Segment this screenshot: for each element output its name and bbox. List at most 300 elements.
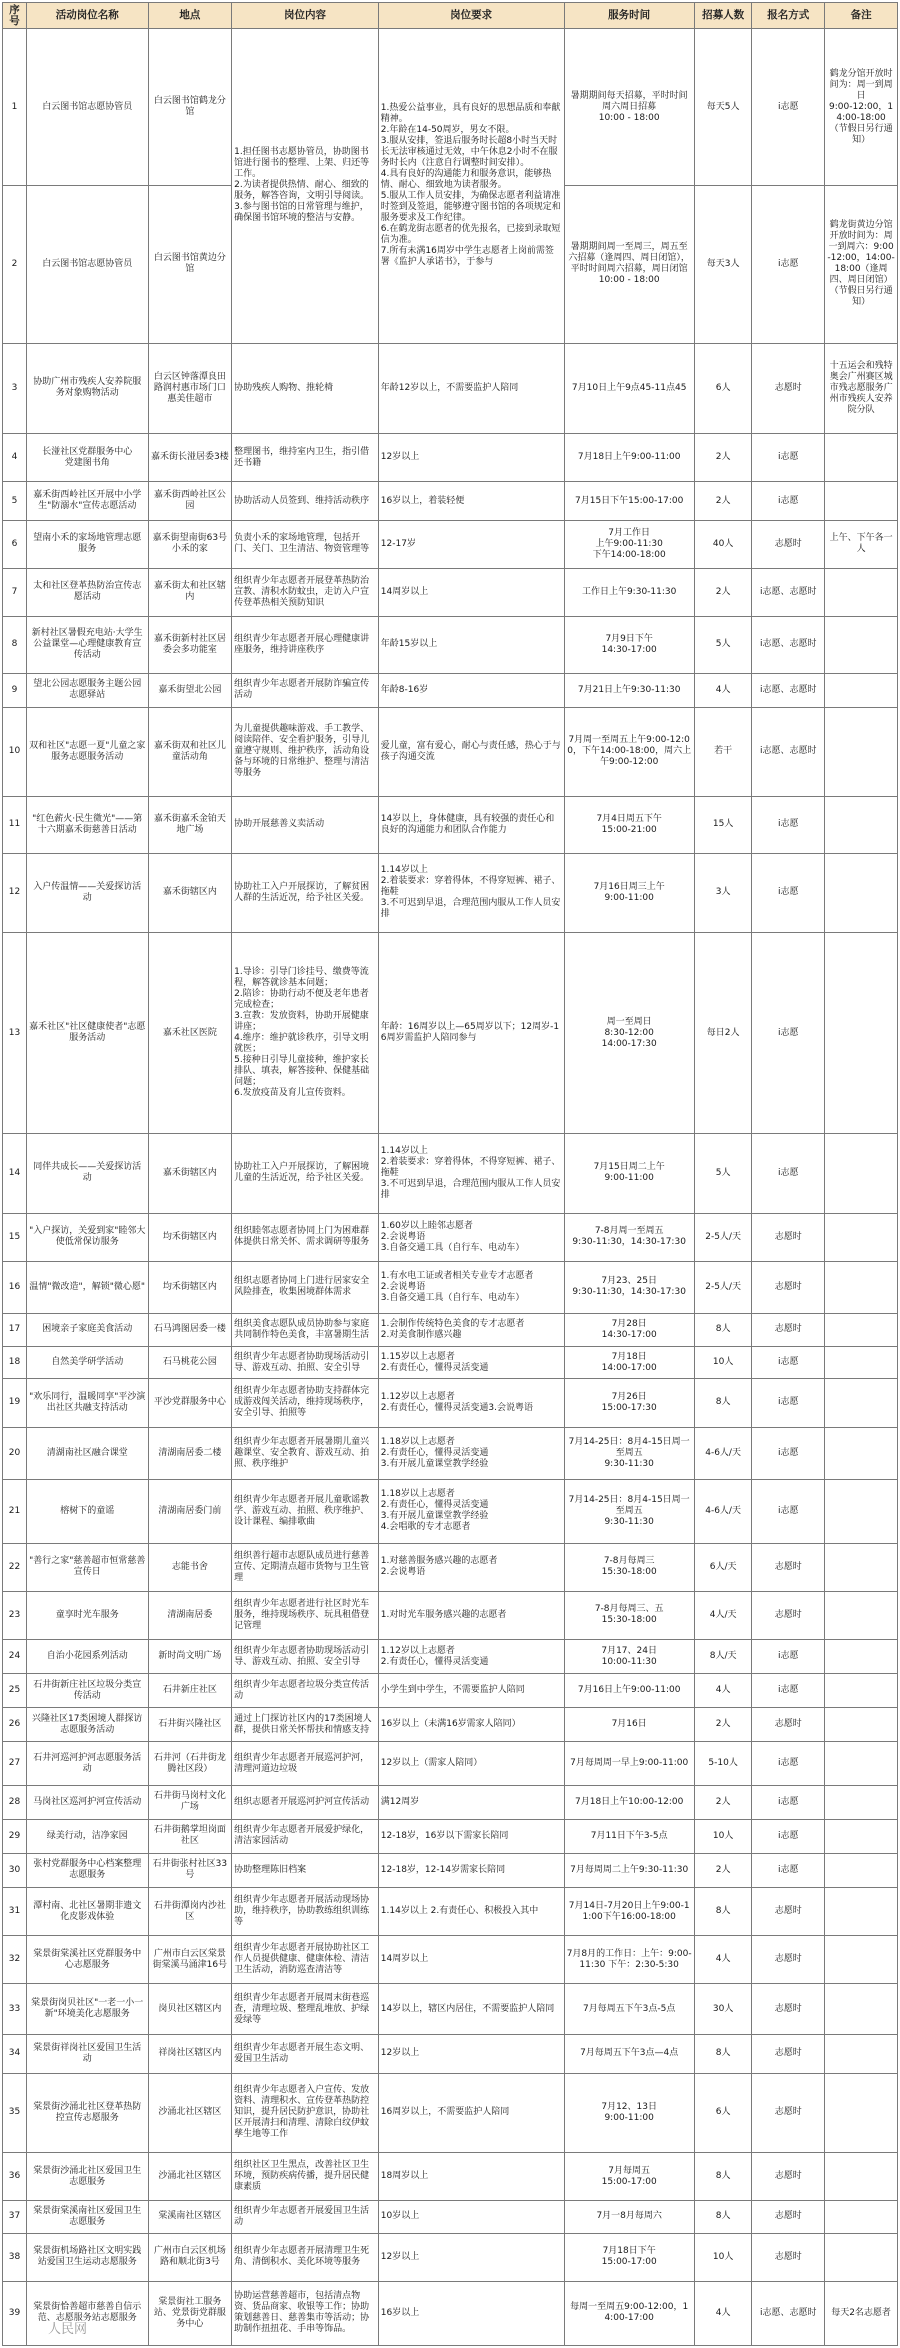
cell-location: 均禾街辖区内: [148, 1213, 232, 1261]
cell-signup: i志愿、志愿时: [752, 568, 825, 616]
cell-service-time: 7月8月的工作日：上午：9:00-11:30 下午：2:30-5:30: [564, 1936, 694, 1984]
cell-remarks: [825, 707, 898, 796]
cell-signup: 志愿时: [752, 1591, 825, 1639]
table-row: [3, 1853, 898, 1887]
cell-service-time: 7月16日上午9:00-11:00: [564, 1674, 694, 1708]
cell-signup: 志愿时: [752, 1213, 825, 1261]
cell-signup: i志愿、志愿时: [752, 707, 825, 796]
cell-requirements: 1.15岁以上志愿者 2.有责任心，懂得灵活变通: [378, 1346, 564, 1379]
cell-headcount: 10人: [694, 2233, 752, 2281]
cell-remarks: [825, 853, 898, 932]
cell-location: 嘉禾街长湴居委3楼: [148, 434, 232, 482]
cell-signup: 志愿时: [752, 1261, 825, 1313]
cell-position: 自治小花园系列活动: [26, 1640, 148, 1674]
cell-remarks: [825, 673, 898, 707]
cell-signup: 志愿时: [752, 2073, 825, 2152]
cell-seq: 37: [3, 2201, 27, 2234]
cell-headcount: 15人: [694, 796, 752, 853]
cell-seq: 30: [3, 1853, 27, 1887]
cell-seq: 16: [3, 1261, 27, 1313]
cell-position: "红色薪火·民生微光"——第十六期嘉禾街慈善日活动: [26, 796, 148, 853]
table-row: [3, 2073, 898, 2152]
cell-seq: 26: [3, 1708, 27, 1742]
cell-location: 祥岗社区辖区内: [148, 2035, 232, 2073]
cell-remarks: [825, 1314, 898, 1347]
cell-seq: 27: [3, 1742, 27, 1786]
table-row: [3, 1261, 898, 1313]
cell-signup: 志愿时: [752, 1543, 825, 1591]
cell-signup: i志愿: [752, 1853, 825, 1887]
header-seq: 序号: [3, 3, 27, 29]
cell-position: 同伴共成长——关爱探访活动: [26, 1134, 148, 1213]
cell-remarks: [825, 1984, 898, 2035]
cell-content: 整理图书，维持室内卫生，指引借还书籍: [232, 434, 379, 482]
cell-requirements: 1.12岁以上志愿者 2.有责任心，懂得灵活变通3.会说粤语: [378, 1379, 564, 1427]
cell-content: 1.担任图书志愿协管员，协助图书馆进行图书的整理、上架、归还等工作。 2.为读者提供热情、耐心、细致的服务，解答咨询，文明引导阅读。 3.参与图书馆的日常管理与维护，确保图书馆环境的整洁与安静。: [232, 29, 379, 344]
table-row: [3, 796, 898, 853]
cell-remarks: 每天2名志愿者: [825, 2281, 898, 2345]
cell-service-time: 7-8月每周三 15:30-18:00: [564, 1543, 694, 1591]
cell-content: 组织青少年志愿者入户宣传、发放资料、清理积水、宣传登革热防控知识，提升居民防护意识，协助社区开展清扫和清理、清除白纹伊蚊孳生地等工作: [232, 2073, 379, 2152]
cell-signup: i志愿: [752, 853, 825, 932]
cell-content: 组织青少年志愿者开展清理卫生死角、清倒积水、美化环境等服务: [232, 2233, 379, 2281]
table-row: [3, 2152, 898, 2200]
cell-service-time: 7月4日周五下午 15:00-21:00: [564, 796, 694, 853]
cell-headcount: 4人: [694, 1674, 752, 1708]
cell-headcount: 4人: [694, 2281, 752, 2345]
header-service-time: 服务时间: [564, 3, 694, 29]
table-row: [3, 673, 898, 707]
cell-seq: 1: [3, 29, 27, 186]
cell-service-time: 7月工作日 上午9:00-11:30 下午14:00-18:00: [564, 520, 694, 568]
cell-service-time: 7月11日下午3-5点: [564, 1819, 694, 1853]
cell-seq: 8: [3, 617, 27, 674]
table-row: [3, 1984, 898, 2035]
cell-remarks: 上午、下午各一人: [825, 520, 898, 568]
cell-requirements: 12-17岁: [378, 520, 564, 568]
table-row: [3, 482, 898, 520]
watermark-text: 人民网: [48, 2322, 88, 2337]
table-row: [3, 1379, 898, 1427]
cell-service-time: 7月9日下午 14:30-17:00: [564, 617, 694, 674]
cell-location: 均禾街辖区内: [148, 1261, 232, 1313]
cell-remarks: [825, 1479, 898, 1543]
cell-service-time: 7月14-25日：8月4-15日周一至周五 9:30-11:30: [564, 1479, 694, 1543]
header-content: 岗位内容: [232, 3, 379, 29]
cell-requirements: 12岁以上: [378, 434, 564, 482]
cell-headcount: 若干: [694, 707, 752, 796]
cell-signup: 志愿时: [752, 520, 825, 568]
cell-seq: 19: [3, 1379, 27, 1427]
cell-seq: 6: [3, 520, 27, 568]
cell-signup: i志愿: [752, 1674, 825, 1708]
cell-position: 潭村南、北社区暑期非遗文化皮影戏体验: [26, 1887, 148, 1935]
cell-requirements: 14岁以上，身体健康，具有较强的责任心和良好的沟通能力和团队合作能力: [378, 796, 564, 853]
cell-headcount: 10人: [694, 1819, 752, 1853]
cell-content: 协助整理陈旧档案: [232, 1853, 379, 1887]
cell-remarks: [825, 2201, 898, 2234]
cell-requirements: 12-18岁，16岁以下需家长陪同: [378, 1819, 564, 1853]
cell-content: 组织社区卫生黑点，改善社区卫生环境，预防疾病传播，提升居民健康素质: [232, 2152, 379, 2200]
cell-service-time: 7月每周五 15:00-17:00: [564, 2152, 694, 2200]
cell-seq: 17: [3, 1314, 27, 1347]
cell-content: 1.导诊：引导门诊挂号、缴费等流程，解答就诊基本问题； 2.陪诊：协助行动不便及老年患者完成检查； 3.宣教：发放资料，协助开展健康讲座； 4.维序：维护就诊秩序，引导文明就医； 5.接种日引导儿童接种，维护家长排队、填表，解答接种、保健基础问题； 6.发放疫苗及育儿宣传资料。: [232, 933, 379, 1134]
cell-headcount: 6人: [694, 343, 752, 434]
cell-service-time: 7月12、13日 9:00-11:00: [564, 2073, 694, 2152]
cell-signup: 志愿时: [752, 1984, 825, 2035]
cell-service-time: 工作日上午9:30-11:30: [564, 568, 694, 616]
cell-signup: i志愿: [752, 1379, 825, 1427]
cell-content: 组织青少年志愿者协助支持群体完成游戏闯关活动，维持现场秩序，安全引导、拍照等: [232, 1379, 379, 1427]
cell-requirements: 12岁以上（需家人陪同）: [378, 1742, 564, 1786]
table-row: [3, 1819, 898, 1853]
cell-content: 组织青少年志愿者垃圾分类宣传活动: [232, 1674, 379, 1708]
header-headcount: 招募人数: [694, 3, 752, 29]
cell-location: 白云图书馆鹤龙分馆: [148, 29, 232, 186]
cell-service-time: 周一至周日 8:30-12:00 14:00-17:30: [564, 933, 694, 1134]
cell-seq: 34: [3, 2035, 27, 2073]
cell-service-time: 7-8月每周三、五 15:30-18:00: [564, 1591, 694, 1639]
cell-position: 协助广州市残疾人安养院服务对象购物活动: [26, 343, 148, 434]
cell-remarks: [825, 482, 898, 520]
cell-content: 协助开展慈善义卖活动: [232, 796, 379, 853]
cell-remarks: [825, 2152, 898, 2200]
cell-headcount: 3人: [694, 853, 752, 932]
cell-signup: i志愿、志愿时: [752, 673, 825, 707]
cell-location: 广州市白云区机场路和顺北街3号: [148, 2233, 232, 2281]
cell-location: 石井街马岗村文化广场: [148, 1785, 232, 1819]
cell-headcount: 6人/天: [694, 1543, 752, 1591]
cell-position: 自然美学研学活动: [26, 1346, 148, 1379]
cell-remarks: 十五运会和残特奥会广州赛区城市残志愿服务广州市残疾人安养院分队: [825, 343, 898, 434]
cell-location: 沙涌北社区辖区: [148, 2152, 232, 2200]
cell-requirements: 爱儿童，富有爱心，耐心与责任感，热心于与孩子沟通交流: [378, 707, 564, 796]
cell-headcount: 2-5人/天: [694, 1261, 752, 1313]
cell-remarks: [825, 1853, 898, 1887]
cell-headcount: 8人: [694, 2035, 752, 2073]
cell-headcount: 4人: [694, 673, 752, 707]
cell-service-time: 7月14日-7月20日上午9:00-11:00下午16:00-18:00: [564, 1887, 694, 1935]
cell-location: 石井街潭岗内沙社区: [148, 1887, 232, 1935]
cell-content: 组织青少年志愿者协助现场活动引导、游戏互动、拍照、安全引导: [232, 1346, 379, 1379]
cell-position: 棠景街棠溪南社区爱国卫生志愿服务: [26, 2201, 148, 2234]
table-row: [3, 1134, 898, 1213]
cell-location: 嘉禾街望南街63号小禾的家: [148, 520, 232, 568]
cell-position: 嘉禾街西岭社区开展中小学生"防溺水"宣传志愿活动: [26, 482, 148, 520]
cell-position: 童享时光车服务: [26, 1591, 148, 1639]
table-row: [3, 707, 898, 796]
header-position: 活动岗位名称: [26, 3, 148, 29]
cell-content: 组织青少年志愿者开展儿童歌谣教学、游戏互动、拍照、秩序维护、设计课程、编排歌曲: [232, 1479, 379, 1543]
cell-location: 石马鸿图居委一楼: [148, 1314, 232, 1347]
cell-position: 棠景街棠溪社区党群服务中心志愿服务: [26, 1936, 148, 1984]
cell-position: 入户传温情——关爱探访活动: [26, 853, 148, 932]
cell-requirements: 1.14岁以上 2.着装要求：穿着得体，不得穿短裤、裙子、拖鞋 3.不可迟到早退，合理范围内服从工作人员安排: [378, 853, 564, 932]
cell-remarks: [825, 434, 898, 482]
cell-headcount: 每日2人: [694, 933, 752, 1134]
cell-service-time: 7月15日周二上午 9:00-11:00: [564, 1134, 694, 1213]
cell-service-time: 7月16日周三上午 9:00-11:00: [564, 853, 694, 932]
cell-headcount: 2人: [694, 568, 752, 616]
cell-requirements: 小学生到中学生，不需要监护人陪同: [378, 1674, 564, 1708]
cell-content: 组织青少年志愿者开展心理健康讲座服务，维持讲座秩序: [232, 617, 379, 674]
cell-location: 石井街张村社区33号: [148, 1853, 232, 1887]
cell-location: 石井街兴隆社区: [148, 1708, 232, 1742]
cell-service-time: 暑期期间周一至周三，周五至六招募（逢周四、周日闭馆），平时时间周六招募，周日闭馆 10:00 - 18:00: [564, 186, 694, 343]
cell-position: "善行之家"慈善超市恒常慈善宣传日: [26, 1543, 148, 1591]
cell-location: 嘉禾街辖区内: [148, 1134, 232, 1213]
cell-remarks: [825, 1591, 898, 1639]
cell-remarks: [825, 2233, 898, 2281]
cell-signup: 志愿时: [752, 1314, 825, 1347]
cell-remarks: [825, 1708, 898, 1742]
cell-location: 白云图书馆黄边分馆: [148, 186, 232, 343]
table-row: [3, 1591, 898, 1639]
cell-location: 白云区钟落潭良田路润村惠市场门口惠美佳超市: [148, 343, 232, 434]
cell-position: 棠景街岗贝社区"一老一小一新"环境美化志愿服务: [26, 1984, 148, 2035]
cell-seq: 25: [3, 1674, 27, 1708]
table-row: [3, 434, 898, 482]
cell-remarks: [825, 1213, 898, 1261]
cell-requirements: 12岁以上: [378, 2035, 564, 2073]
cell-requirements: 16岁以上: [378, 2281, 564, 2345]
cell-signup: i志愿、志愿时: [752, 617, 825, 674]
table-row: [3, 1887, 898, 1935]
cell-signup: i志愿: [752, 1134, 825, 1213]
cell-content: 组织青少年志愿者开展周末街巷巡查，清理垃圾、整理乱堆放、护绿爱绿等: [232, 1984, 379, 2035]
cell-seq: 3: [3, 343, 27, 434]
cell-signup: i志愿: [752, 29, 825, 186]
cell-headcount: 每天3人: [694, 186, 752, 343]
cell-remarks: [825, 1785, 898, 1819]
cell-position: 棠景街沙涌北社区爱国卫生志愿服务: [26, 2152, 148, 2200]
cell-seq: 35: [3, 2073, 27, 2152]
table-row: [3, 568, 898, 616]
cell-signup: i志愿: [752, 1427, 825, 1479]
cell-headcount: 8人: [694, 2201, 752, 2234]
cell-requirements: 1.对时光车服务感兴趣的志愿者: [378, 1591, 564, 1639]
cell-content: 组织青少年志愿者开展活动现场协助，维持秩序，协助教练组织训练等: [232, 1887, 379, 1935]
cell-content: 协助活动人员签到、维持活动秩序: [232, 482, 379, 520]
cell-seq: 28: [3, 1785, 27, 1819]
table-row: [3, 343, 898, 434]
cell-remarks: [825, 1261, 898, 1313]
cell-service-time: 7月23、25日 9:30-11:30，14:30-17:30: [564, 1261, 694, 1313]
cell-position: 绿美行动，洁净家园: [26, 1819, 148, 1853]
cell-position: 棠景街机场路社区文明实践站爱国卫生运动志愿服务: [26, 2233, 148, 2281]
cell-seq: 31: [3, 1887, 27, 1935]
cell-service-time: 7月每周五下午3点-5点: [564, 1984, 694, 2035]
cell-location: 清湖南居委: [148, 1591, 232, 1639]
cell-content: 组织青少年志愿者开展巡河护河，清理河道边垃圾: [232, 1742, 379, 1786]
cell-signup: 志愿时: [752, 2035, 825, 2073]
cell-requirements: 1.18岁以上志愿者 2.有责任心，懂得灵活变通 3.有开展儿童课堂教学经验 4.会唱歌的专才志愿者: [378, 1479, 564, 1543]
cell-position: 嘉禾社区"社区健康使者"志愿服务活动: [26, 933, 148, 1134]
cell-requirements: 18周岁以上: [378, 2152, 564, 2200]
cell-headcount: 8人: [694, 2152, 752, 2200]
cell-content: 组织青少年志愿者开展暑期儿童兴趣课堂、安全教育、游戏互动、拍照、秩序维护: [232, 1427, 379, 1479]
table-row: [3, 1543, 898, 1591]
cell-seq: 5: [3, 482, 27, 520]
cell-position: 清湖南社区融合课堂: [26, 1427, 148, 1479]
cell-signup: 志愿时: [752, 1887, 825, 1935]
cell-requirements: 14岁以上，辖区内居住，不需要监护人陪同: [378, 1984, 564, 2035]
cell-position: 双和社区"志愿一夏"儿童之家服务志愿服务活动: [26, 707, 148, 796]
cell-seq: 14: [3, 1134, 27, 1213]
cell-remarks: [825, 1134, 898, 1213]
cell-requirements: 16岁以上，着装轻便: [378, 482, 564, 520]
cell-seq: 7: [3, 568, 27, 616]
cell-signup: i志愿: [752, 186, 825, 343]
cell-requirements: 12-18岁，12-14岁需家长陪同: [378, 1853, 564, 1887]
cell-requirements: 1.60岁以上睦邻志愿者 2.会说粤语 3.自备交通工具（自行车、电动车）: [378, 1213, 564, 1261]
cell-position: 白云图书馆志愿协管员: [26, 186, 148, 343]
cell-location: 广州市白云区棠景街棠溪马涌津16号: [148, 1936, 232, 1984]
cell-position: 长湴社区党群服务中心 党建图书角: [26, 434, 148, 482]
cell-service-time: 7月一8月每周六: [564, 2201, 694, 2234]
cell-requirements: 年龄15岁以上: [378, 617, 564, 674]
cell-requirements: 年龄12岁以上，不需要监护人陪同: [378, 343, 564, 434]
cell-headcount: 2人: [694, 1853, 752, 1887]
cell-requirements: 满12周岁: [378, 1785, 564, 1819]
cell-headcount: 2人: [694, 1708, 752, 1742]
cell-signup: i志愿: [752, 1479, 825, 1543]
cell-position: 马岗社区巡河护河宣传活动: [26, 1785, 148, 1819]
cell-location: 石井河（石井街龙腾社区段）: [148, 1742, 232, 1786]
cell-signup: i志愿: [752, 796, 825, 853]
cell-seq: 13: [3, 933, 27, 1134]
cell-seq: 38: [3, 2233, 27, 2281]
table-row: [3, 1640, 898, 1674]
cell-position: 新村社区暑假充电站·大学生公益课堂—心理健康教育宣传活动: [26, 617, 148, 674]
cell-content: 通过上门探访社区内的17类困境人群，提供日常关怀帮扶和情感支持: [232, 1708, 379, 1742]
cell-content: 组织志愿者开展巡河护河宣传活动: [232, 1785, 379, 1819]
cell-service-time: 每周一至周五9:00-12:00，14:00-17:00: [564, 2281, 694, 2345]
cell-service-time: 7月18日上午10:00-12:00: [564, 1785, 694, 1819]
table-row: [3, 520, 898, 568]
cell-content: 组织青少年志愿者开展协助社区工作人员提供健康、健康体检、清洁卫生活动，消防巡查清洁等: [232, 1936, 379, 1984]
cell-position: 棠景街恰善超市慈善自信示范、志愿服务站志愿服务: [26, 2281, 148, 2345]
cell-remarks: [825, 1887, 898, 1935]
cell-content: 负责小禾的家场地管理，包括开门、关门、卫生清洁、物资管理等: [232, 520, 379, 568]
cell-position: 张村党群服务中心档案整理志愿服务: [26, 1853, 148, 1887]
cell-requirements: 1.18岁以上志愿者 2.有责任心，懂得灵活变通 3.有开展儿童课堂教学经验: [378, 1427, 564, 1479]
cell-service-time: 7月28日 14:30-17:00: [564, 1314, 694, 1347]
volunteer-positions-table: [2, 2, 898, 2346]
cell-location: 清湖南居委门前: [148, 1479, 232, 1543]
cell-service-time: 7月16日: [564, 1708, 694, 1742]
cell-content: 协助社工入户开展探访，了解贫困人群的生活近况，给予社区关爱。: [232, 853, 379, 932]
cell-signup: i志愿: [752, 1346, 825, 1379]
cell-seq: 23: [3, 1591, 27, 1639]
cell-service-time: 7月每周五下午3点—4点: [564, 2035, 694, 2073]
cell-seq: 21: [3, 1479, 27, 1543]
cell-headcount: 2-5人/天: [694, 1213, 752, 1261]
cell-remarks: [825, 1379, 898, 1427]
cell-signup: 志愿时: [752, 2201, 825, 2234]
cell-headcount: 5人: [694, 617, 752, 674]
table-row: [3, 1785, 898, 1819]
table-row: [3, 853, 898, 932]
cell-signup: i志愿: [752, 1819, 825, 1853]
cell-signup: 志愿时: [752, 1936, 825, 1984]
cell-location: 嘉禾街新村社区居委会多功能室: [148, 617, 232, 674]
cell-service-time: 7月18日上午9:00-11:00: [564, 434, 694, 482]
cell-requirements: 16岁以上（未满16岁需家人陪同）: [378, 1708, 564, 1742]
cell-location: 嘉禾街嘉禾金铂天地广场: [148, 796, 232, 853]
cell-location: 嘉禾社区医院: [148, 933, 232, 1134]
cell-headcount: 8人: [694, 1314, 752, 1347]
cell-signup: 志愿时: [752, 343, 825, 434]
table-row: [3, 2281, 898, 2345]
cell-seq: 9: [3, 673, 27, 707]
cell-seq: 36: [3, 2152, 27, 2200]
cell-location: 嘉禾街望北公园: [148, 673, 232, 707]
cell-headcount: 8人: [694, 1379, 752, 1427]
cell-signup: 志愿时: [752, 2233, 825, 2281]
cell-seq: 32: [3, 1936, 27, 1984]
cell-position: 困境亲子家庭美食活动: [26, 1314, 148, 1347]
cell-seq: 18: [3, 1346, 27, 1379]
cell-requirements: 年龄8-16岁: [378, 673, 564, 707]
cell-service-time: 7月每周周一早上9:00-11:00: [564, 1742, 694, 1786]
cell-signup: 志愿时: [752, 1708, 825, 1742]
cell-headcount: 10人: [694, 1346, 752, 1379]
cell-position: 棠景街祥岗社区爱国卫生活动: [26, 2035, 148, 2073]
cell-position: 望南小禾的家场地管理志愿服务: [26, 520, 148, 568]
cell-remarks: 鹤龙街黄边分馆开放时间为：周一到周六：9:00-12:00，14:00-18:00（逢周四、周日闭馆）（节假日另行通知）: [825, 186, 898, 343]
cell-remarks: 鹤龙分馆开放时间为：周一到周日 9:00-12:00，14:00-18:00 （节假日另行通知）: [825, 29, 898, 186]
cell-headcount: 5-10人: [694, 1742, 752, 1786]
cell-remarks: [825, 617, 898, 674]
cell-headcount: 2人: [694, 1785, 752, 1819]
table-header-row: [3, 3, 898, 29]
cell-headcount: 4-6人/天: [694, 1427, 752, 1479]
cell-location: 嘉禾街双和社区儿童活动角: [148, 707, 232, 796]
cell-remarks: [825, 568, 898, 616]
cell-requirements: 12岁以上: [378, 2233, 564, 2281]
cell-position: 石井河巡河护河志愿服务活动: [26, 1742, 148, 1786]
cell-remarks: [825, 1674, 898, 1708]
cell-seq: 29: [3, 1819, 27, 1853]
cell-remarks: [825, 1427, 898, 1479]
cell-remarks: [825, 1543, 898, 1591]
cell-signup: i志愿: [752, 482, 825, 520]
cell-service-time: 7月14-25日：8月4-15日周一至周五 9:30-11:30: [564, 1427, 694, 1479]
table-row: [3, 1708, 898, 1742]
table-row: [3, 2233, 898, 2281]
cell-seq: 10: [3, 707, 27, 796]
cell-seq: 2: [3, 186, 27, 343]
cell-requirements: 年龄：16周岁以上—65周岁以下；12周岁-16周岁需监护人陪同参与: [378, 933, 564, 1134]
cell-signup: 志愿时: [752, 2152, 825, 2200]
cell-content: 协助残疾人购物、推轮椅: [232, 343, 379, 434]
cell-position: 温情"微改造"，解锁"微心愿": [26, 1261, 148, 1313]
cell-signup: i志愿: [752, 1640, 825, 1674]
cell-content: 为儿童提供趣味游戏、手工教学、阅读陪伴、安全看护服务，引导儿童遵守规则、维护秩序，活动角设备与环境的日常维护、整理与清洁等服务: [232, 707, 379, 796]
cell-headcount: 30人: [694, 1984, 752, 2035]
cell-headcount: 4人/天: [694, 1591, 752, 1639]
cell-signup: i志愿、志愿时: [752, 2281, 825, 2345]
cell-location: 岗贝社区辖区内: [148, 1984, 232, 2035]
cell-signup: i志愿: [752, 1785, 825, 1819]
cell-content: 组织青少年志愿者开展爱护绿化，清洁家园活动: [232, 1819, 379, 1853]
header-location: 地点: [148, 3, 232, 29]
cell-seq: 24: [3, 1640, 27, 1674]
cell-service-time: 7月10日上午9点45-11点45: [564, 343, 694, 434]
cell-seq: 39: [3, 2281, 27, 2345]
cell-remarks: [825, 1346, 898, 1379]
